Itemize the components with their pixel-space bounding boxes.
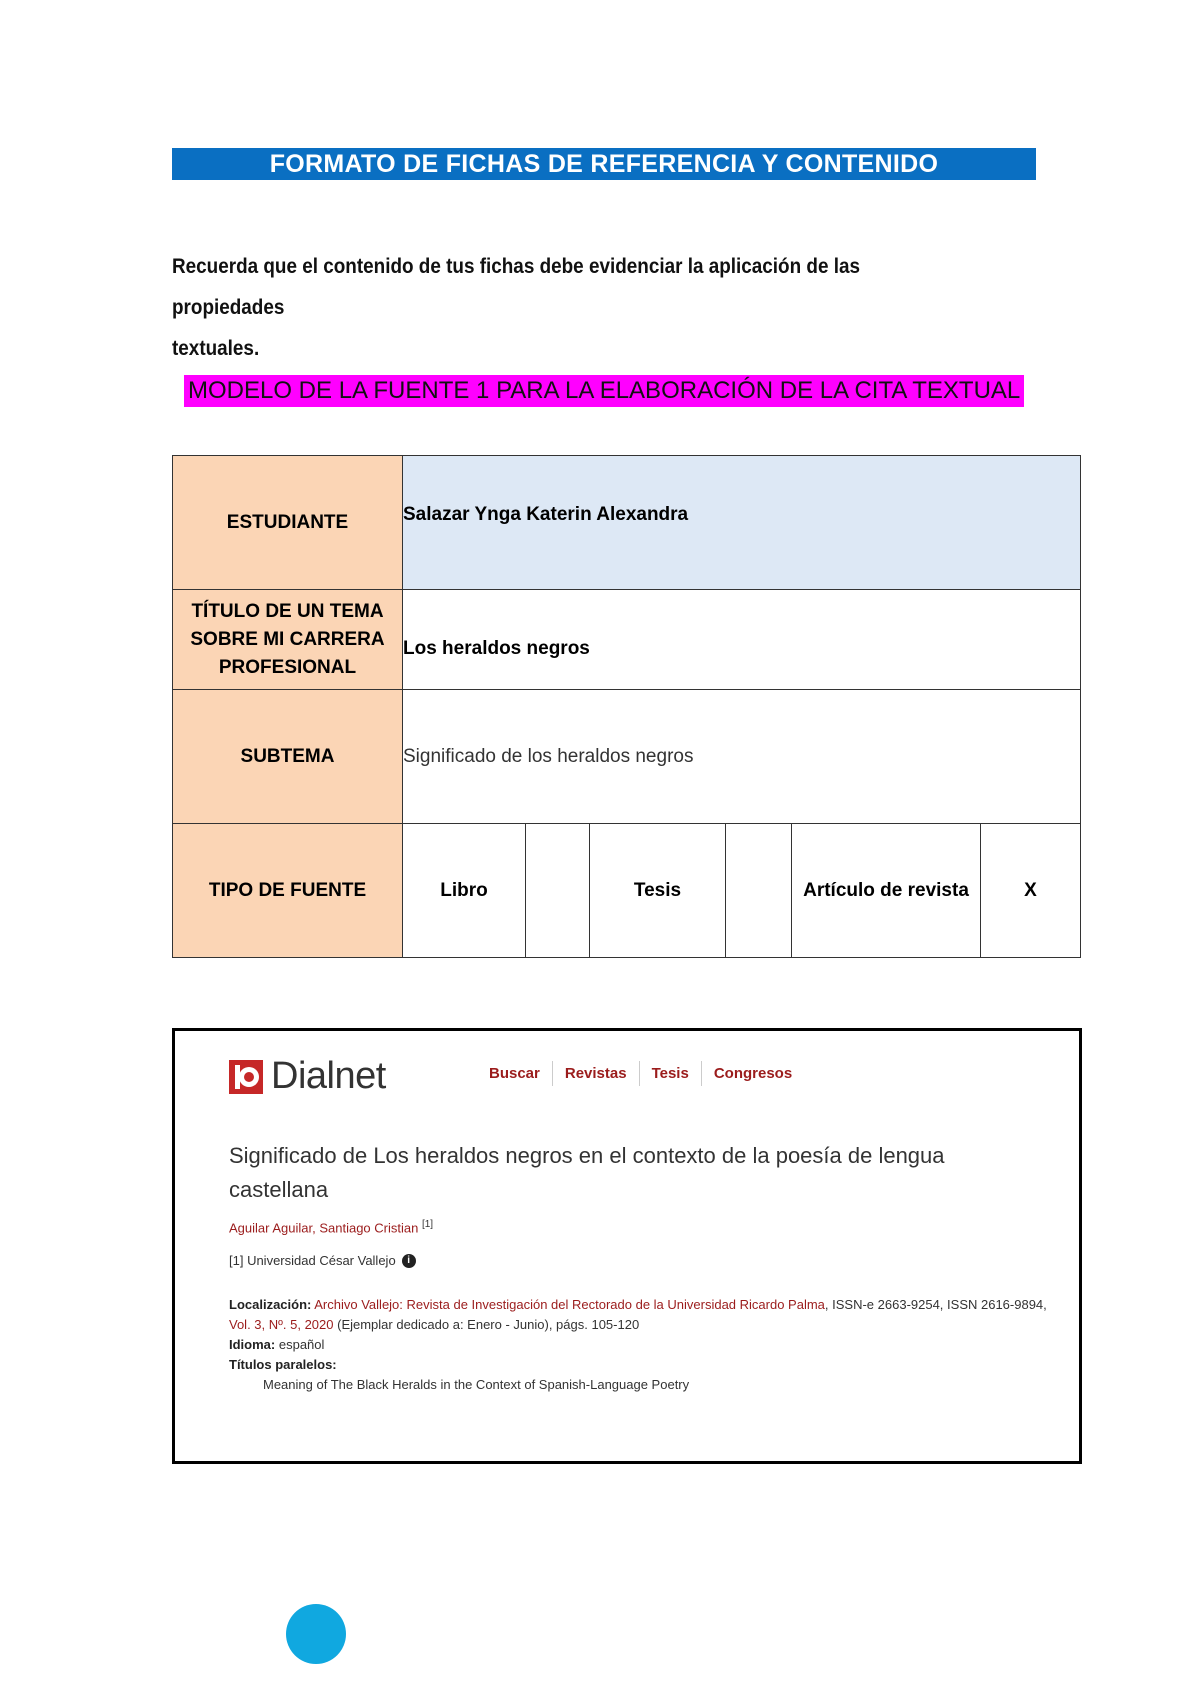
titulo-label-line-3: PROFESIONAL [218,656,357,678]
titulo-label [173,590,403,690]
localizacion-line [229,1295,1059,1335]
tipo-articulo-label: Artículo de revista [792,824,981,958]
localizacion-label: Localización: [229,1297,312,1312]
subtema-label: SUBTEMA [173,690,403,824]
tipo-libro-label: Libro [403,824,526,958]
author-affiliation [229,1253,416,1268]
nav-buscar[interactable]: Buscar [477,1061,553,1086]
idioma-value: español [278,1337,325,1352]
model-title: MODELO DE LA FUENTE 1 PARA LA ELABORACIÓN DE LA CITA TEXTUAL [184,375,1024,407]
titulos-paralelos-label: Títulos paralelos: [229,1357,337,1372]
article-title: Significado de Los heraldos negros en el contexto de la poesía de lengua castellana [229,1143,945,1202]
intro-line-1: Recuerda que el contenido de tus fichas debe evidenciar la aplicación de las propiedades [172,255,860,319]
titulo-label-line-2: SOBRE MI CARRERA [190,628,385,650]
titulo-paralelo: Meaning of The Black Heralds in the Context of Spanish-Language Poetry [263,1377,690,1392]
article-author[interactable] [229,1219,433,1235]
dialnet-logo-text: Dialnet [271,1055,386,1097]
titulo-value[interactable]: Los heraldos negros [403,590,1081,690]
row-tipo-fuente [173,824,1081,958]
article-metadata [229,1295,1059,1395]
estudiante-value[interactable]: Salazar Ynga Katerin Alexandra [403,456,1081,590]
tipo-tesis-label: Tesis [590,824,726,958]
dialnet-screenshot [172,1028,1082,1464]
nav-tesis[interactable]: Tesis [640,1061,702,1086]
affiliation-text: [1] Universidad César Vallejo [229,1253,396,1268]
tipo-fuente-label: TIPO DE FUENTE [173,824,403,958]
issn-text: , ISSN-e 2663-9254, ISSN 2616-9894, [824,1297,1047,1312]
journal-link[interactable]: Archivo Vallejo: Revista de Investigación del Rectorado de la Universidad Ricardo Palma [314,1297,825,1312]
page-decoration-circle [286,1604,346,1664]
author-ref: [1] [421,1219,434,1230]
intro-paragraph [172,246,964,369]
tipo-tesis-checkbox[interactable] [726,824,792,958]
tipo-libro-checkbox[interactable] [526,824,590,958]
document-title: FORMATO DE FICHAS DE REFERENCIA Y CONTENIDO [172,148,1036,180]
reference-card-table [172,455,1081,958]
estudiante-label: ESTUDIANTE [173,456,403,590]
titulo-label-line-1: TÍTULO DE UN TEMA [191,600,384,622]
intro-line-2: textuales. [172,337,260,360]
dialnet-logo-icon [229,1060,263,1094]
author-name[interactable]: Aguilar Aguilar, Santiago Cristian [229,1220,419,1236]
info-icon[interactable]: i [402,1254,416,1268]
row-estudiante [173,456,1081,590]
idioma-label: Idioma: [229,1337,276,1352]
dialnet-logo[interactable] [229,1055,386,1098]
volume-link[interactable]: Vol. 3, Nº. 5, 2020 [229,1317,334,1332]
dialnet-nav [477,1061,804,1086]
row-titulo [173,590,1081,690]
nav-congresos[interactable]: Congresos [713,1065,793,1082]
volume-details: (Ejemplar dedicado a: Enero - Junio), págs. 105-120 [337,1317,640,1332]
idioma-line [229,1335,1059,1355]
nav-revistas[interactable]: Revistas [553,1061,640,1086]
subtema-value[interactable]: Significado de los heraldos negros [403,690,1081,824]
tipo-articulo-checkbox[interactable]: X [981,824,1081,958]
row-subtema [173,690,1081,824]
